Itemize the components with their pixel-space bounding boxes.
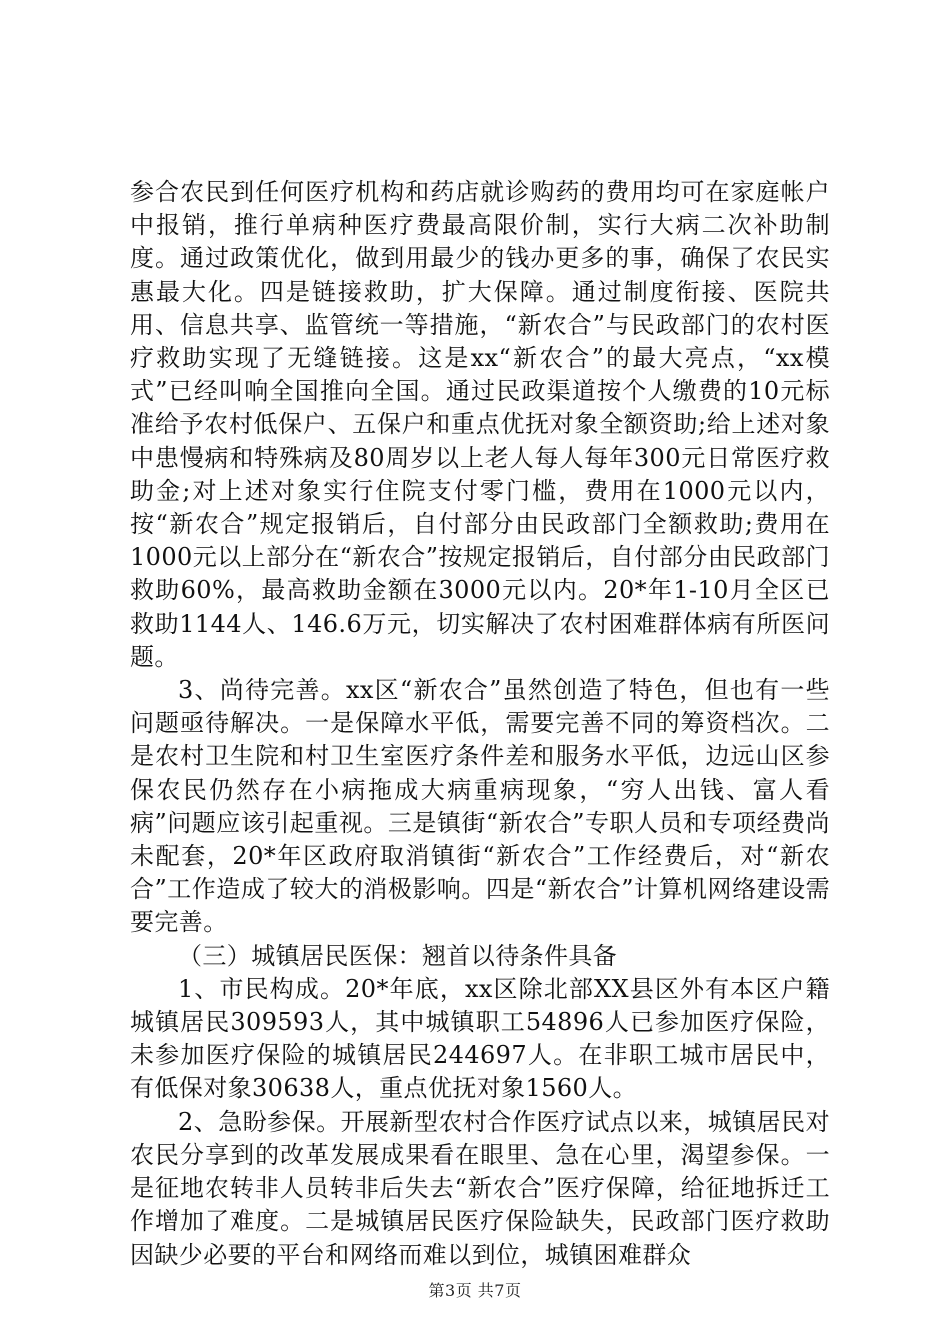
page-footer: 第3页 共7页: [428, 1281, 522, 1300]
paragraph-section-2: 2、急盼参保。开展新型农村合作医疗试点以来，城镇居民对农民分享到的改革发展成果看在眼里、急在心里，渴望参保。一是征地农转非人员转非后失去“新农合”医疗保障，给征地拆迁工作增加了难度。二是城镇居民医疗保险缺失，民政部门医疗救助因缺少必要的平台和网络而难以到位，城镇困难群众: [130, 1107, 830, 1269]
paragraph-section-1: 1、市民构成。20*年底，xx区除北部XX县区外有本区户籍城镇居民309593人，其中城镇职工54896人已参加医疗保险，未参加医疗保险的城镇居民244697人。在非职工城市居民中，有低保对象30638人，重点优抚对象1560人。: [130, 974, 830, 1103]
paragraph-section-3: 3、尚待完善。xx区“新农合”虽然创造了特色，但也有一些问题亟待解决。一是保障水平低，需要完善不同的筹资档次。二是农村卫生院和村卫生室医疗条件差和服务水平低，边远山区参保农民仍然存在小病拖成大病重病现象，“穷人出钱、富人看病”问题应该引起重视。三是镇街“新农合”专职人员和专项经费尚未配套，20*年区政府取消镇街“新农合”工作经费后，对“新农合”工作造成了较大的消极影响。四是“新农合”计算机网络建设需要完善。: [130, 676, 830, 937]
section-heading-3: （三）城镇居民医保：翘首以待条件具备: [178, 941, 618, 970]
body-text: [130, 176, 830, 1272]
paragraph-continuation: 参合农民到任何医疗机构和药店就诊购药的费用均可在家庭帐户中报销，推行单病种医疗费最高限价制，实行大病二次补助制度。通过政策优化，做到用最少的钱办更多的事，确保了农民实惠最大化。四是链接救助，扩大保障。通过制度衔接、医院共用、信息共享、监管统一等措施，“新农合”与民政部门的农村医疗救助实现了无缝链接。这是xx“新农合”的最大亮点，“xx模式”已经叫响全国推向全国。通过民政渠道按个人缴费的10元标准给予农村低保户、五保户和重点优抚对象全额资助;给上述对象中患慢病和特殊病及80周岁以上老人每人每年300元日常医疗救助金;对上述对象实行住院支付零门槛，费用在1000元以内，按“新农合”规定报销后，自付部分由民政部门全额救助;费用在1000元以上部分在“新农合”按规定报销后，自付部分由民政部门救助60%，最高救助金额在3000元以内。20*年1-10月全区已救助1144人、146.6万元，切实解决了农村困难群体病有所医问题。: [130, 178, 830, 671]
